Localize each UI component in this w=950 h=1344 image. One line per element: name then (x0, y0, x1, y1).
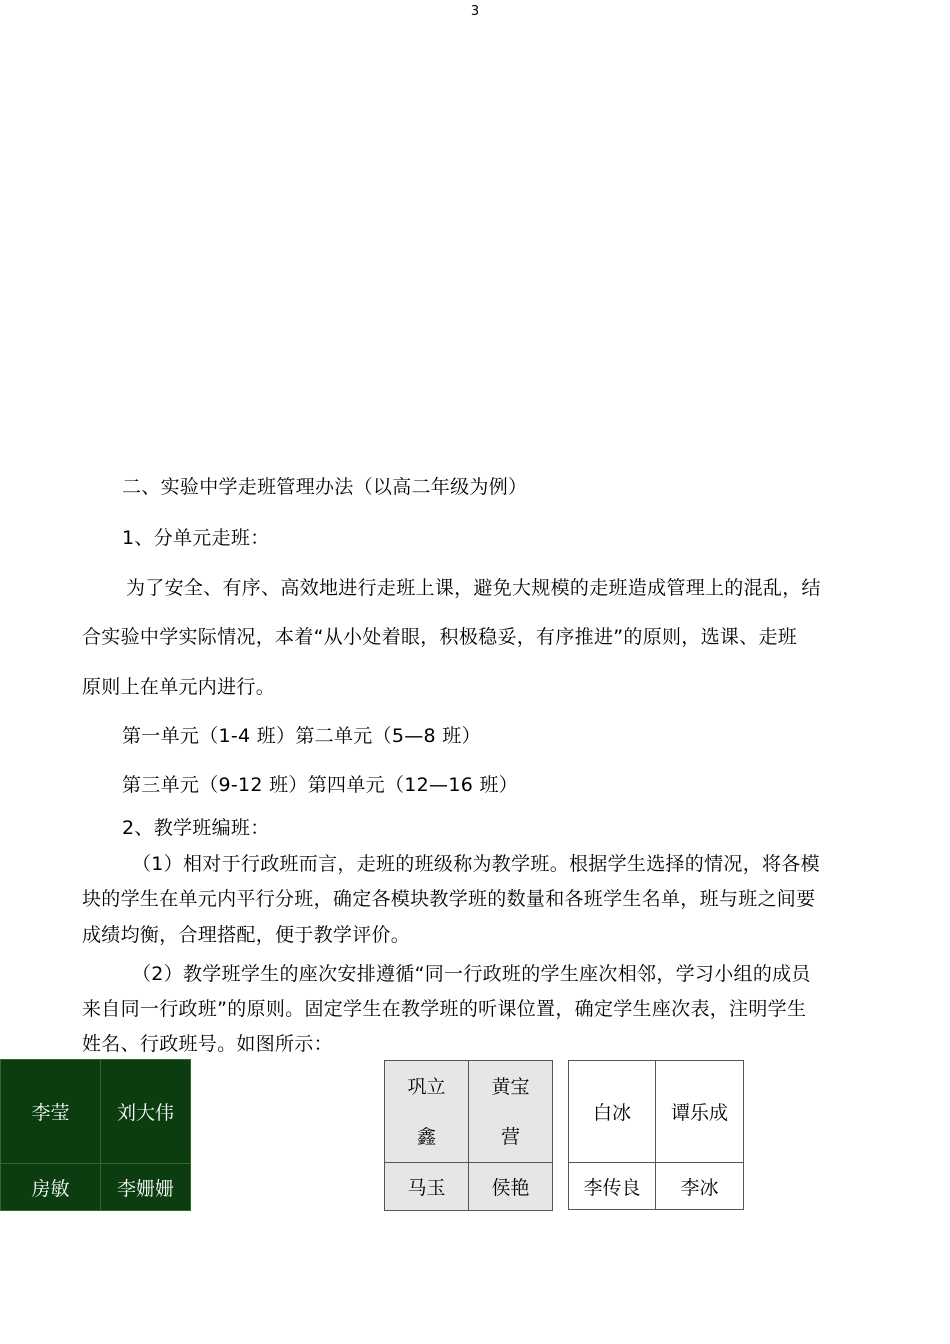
seat-cell: 刘大伟 (101, 1060, 191, 1164)
seat-cell: 李莹 (1, 1060, 101, 1164)
page-number: 3 (470, 4, 480, 19)
seat-cell (469, 1061, 553, 1163)
seat-cell: 侯艳 (469, 1163, 553, 1211)
seat-cell: 李冰 (656, 1163, 744, 1210)
seat-cell: 白冰 (569, 1061, 656, 1163)
paragraph-line: 合实验中学实际情况，本着“从小处着眼，积极稳妥，有序推进”的原则，选课、走班 (82, 626, 798, 648)
subsection-title-grouping: 2、教学班编班： (122, 817, 270, 839)
paragraph-line: 原则上在单元内进行。 (82, 676, 276, 698)
subsection-title-units: 1、分单元走班： (122, 527, 270, 549)
units-line: 第三单元（9-12 班）第四单元（12—16 班） (122, 774, 519, 796)
seat-cell: 李传良 (569, 1163, 656, 1210)
seat-cell: 谭乐成 (656, 1061, 744, 1163)
seating-table-grey (384, 1060, 553, 1211)
seat-cell: 李姗姗 (101, 1164, 191, 1211)
paragraph-line: （2）教学班学生的座次安排遵循“同一行政班的学生座次相邻，学习小组的成员 (132, 963, 811, 985)
paragraph-line: 成绩均衡，合理搭配，便于教学评价。 (82, 924, 411, 946)
seat-cell (385, 1061, 469, 1163)
units-line: 第一单元（1-4 班）第二单元（5—8 班） (122, 725, 481, 747)
paragraph-line: 来自同一行政班”的原则。固定学生在教学班的听课位置，确定学生座次表，注明学生 (82, 998, 807, 1020)
paragraph-line: 姓名、行政班号。如图所示： (82, 1033, 333, 1055)
seat-name-part: 营 (500, 1125, 520, 1148)
seat-cell: 房敏 (1, 1164, 101, 1211)
seating-table-white (568, 1060, 744, 1210)
seat-name-part: 巩立 (407, 1075, 446, 1098)
seat-name-part: 黄宝 (491, 1075, 530, 1098)
seating-table-green (0, 1059, 191, 1211)
seat-cell: 马玉 (385, 1163, 469, 1211)
paragraph-line: （1）相对于行政班而言，走班的班级称为教学班。根据学生选择的情况，将各模 (132, 853, 820, 875)
paragraph-line: 块的学生在单元内平行分班，确定各模块教学班的数量和各班学生名单，班与班之间要 (82, 888, 816, 910)
section-heading: 二、实验中学走班管理办法（以高二年级为例） (122, 476, 528, 498)
seat-name-part: 鑫 (416, 1125, 436, 1148)
paragraph-line: 为了安全、有序、高效地进行走班上课，避免大规模的走班造成管理上的混乱，结 (126, 577, 821, 599)
